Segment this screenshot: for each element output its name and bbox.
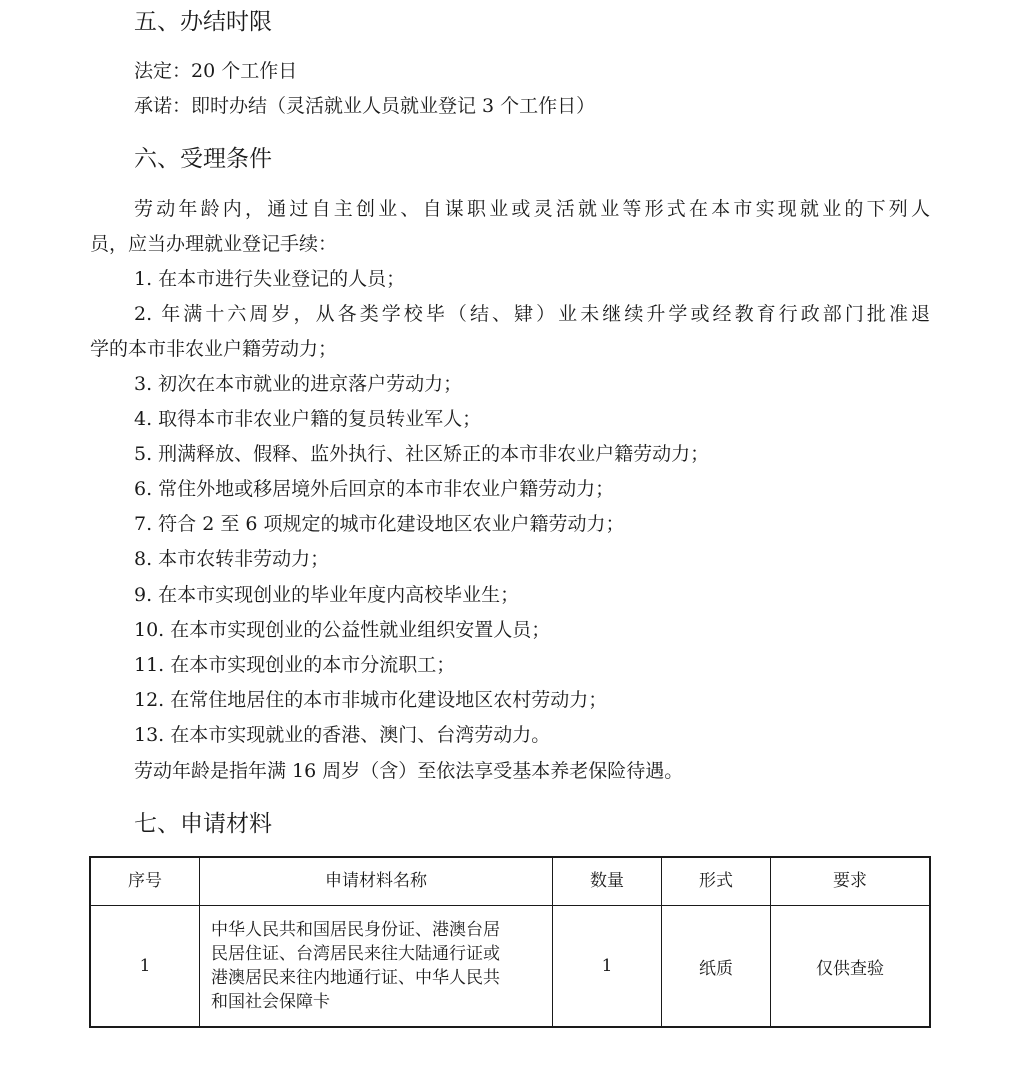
header-index: 序号 <box>128 871 162 891</box>
condition-item-11: 11. 在本市实现创业的本市分流职工； <box>134 654 456 676</box>
header-material-name: 申请材料名称 <box>325 871 427 891</box>
condition-item-8: 8. 本市农转非劳动力； <box>134 548 330 570</box>
section7-heading: 七、申请材料 <box>134 811 272 837</box>
condition-item-2: 2. 年满十六周岁，从各类学校毕（结、肄）业未继续升学或经教育行政部门批准退 <box>134 303 930 325</box>
legal-deadline-line: 法定：20 个工作日 <box>134 60 298 82</box>
condition-item-13: 13. 在本市实现就业的香港、澳门、台湾劳动力。 <box>134 724 551 746</box>
promised-deadline-line: 承诺：即时办结（灵活就业人员就业登记 3 个工作日） <box>134 95 596 117</box>
conditions-intro-line1: 劳动年龄内，通过自主创业、自谋职业或灵活就业等形式在本市实现就业的下列人 <box>134 198 930 220</box>
header-requirement: 要求 <box>833 871 867 891</box>
cell-index: 1 <box>139 956 151 976</box>
condition-item-7: 7. 符合 2 至 6 项规定的城市化建设地区农业户籍劳动力； <box>134 513 625 535</box>
header-form: 形式 <box>699 871 733 891</box>
condition-item-12: 12. 在常住地居住的本市非城市化建设地区农村劳动力； <box>134 689 608 711</box>
condition-item-9: 9. 在本市实现创业的毕业年度内高校毕业生； <box>134 584 520 606</box>
cell-form: 纸质 <box>699 958 733 979</box>
condition-item-1: 1. 在本市进行失业登记的人员； <box>134 268 406 290</box>
condition-item-4: 4. 取得本市非农业户籍的复员转业军人； <box>134 408 482 430</box>
condition-item-10: 10. 在本市实现创业的公益性就业组织安置人员； <box>134 619 551 641</box>
working-age-note: 劳动年龄是指年满 16 周岁（含）至依法享受基本养老保险待遇。 <box>134 760 684 782</box>
materials-table <box>89 856 931 1028</box>
conditions-intro-line2: 员，应当办理就业登记手续： <box>90 233 338 255</box>
condition-item-3: 3. 初次在本市就业的进京落户劳动力； <box>134 373 463 395</box>
header-quantity: 数量 <box>590 871 624 891</box>
section5-heading: 五、办结时限 <box>134 9 272 35</box>
cell-requirement: 仅供查验 <box>816 958 884 979</box>
section6-heading: 六、受理条件 <box>134 146 272 172</box>
condition-item-2-cont: 学的本市非农业户籍劳动力； <box>90 338 338 360</box>
condition-item-5: 5. 刑满释放、假释、监外执行、社区矫正的本市非农业户籍劳动力； <box>134 443 710 465</box>
condition-item-6: 6. 常住外地或移居境外后回京的本市非农业户籍劳动力； <box>134 478 615 500</box>
cell-quantity: 1 <box>601 956 613 976</box>
cell-material-name: 中华人民共和国居民身份证、港澳台居 民居住证、台湾居民来往大陆通行证或 港澳居民来往内地通行证、中华人民共 和国社会保障卡 <box>211 920 500 1012</box>
